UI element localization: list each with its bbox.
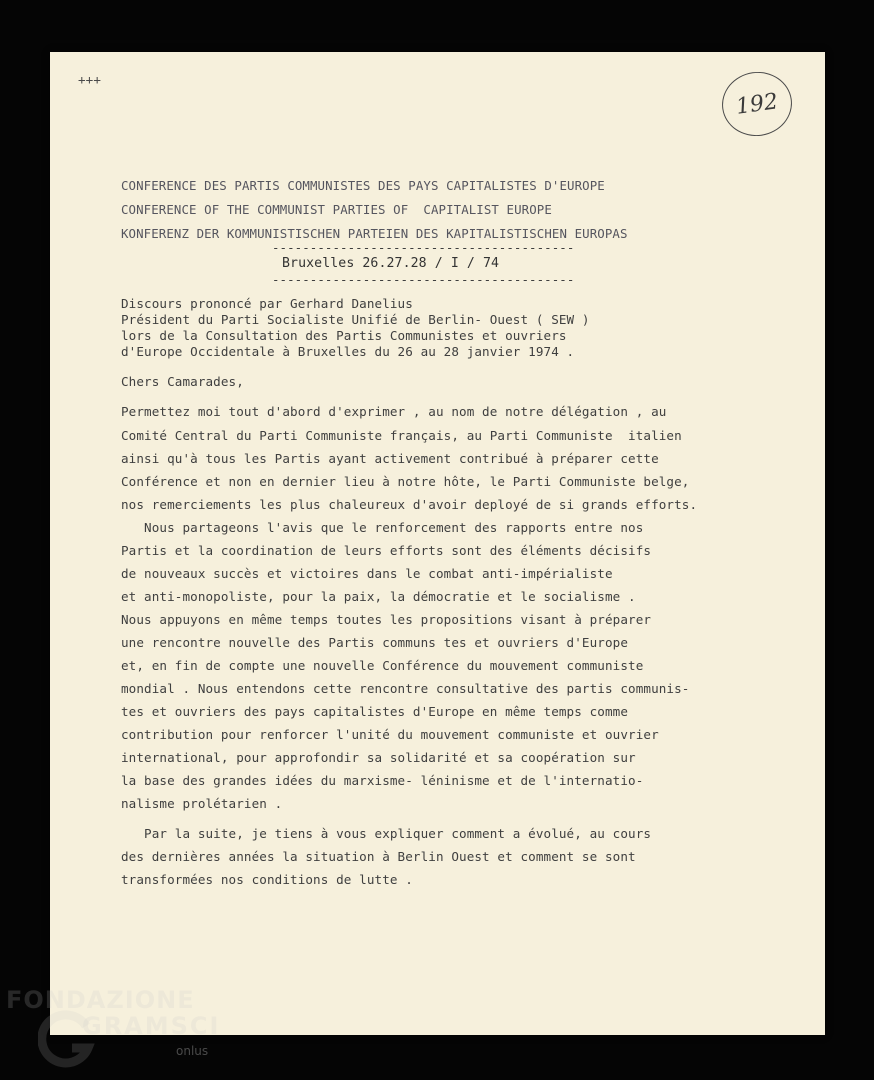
corner-handwritten-mark: +++ <box>78 72 102 87</box>
speaker-line: Discours prononcé par Gerhard Danelius <box>121 296 413 311</box>
title-rule-top: ---------------------------------------- <box>272 240 575 255</box>
salutation: Chers Camarades, <box>121 374 244 389</box>
body-line: ainsi qu'à tous les Partis ayant activement contribué à préparer cette <box>121 451 659 466</box>
title-line-de: KONFERENZ DER KOMMUNISTISCHEN PARTEIEN DES KAPITALISTISCHEN EUROPAS <box>121 226 628 241</box>
body-line: Nous appuyons en même temps toutes les propositions visant à préparer <box>121 612 652 627</box>
body-line: de nouveaux succès et victoires dans le combat anti-impérialiste <box>121 566 613 581</box>
speaker-line: lors de la Consultation des Partis Communistes et ouvriers <box>121 328 567 343</box>
body-line: mondial . Nous entendons cette rencontre consultative des partis communis- <box>121 681 690 696</box>
title-rule-bottom: ---------------------------------------- <box>272 272 575 287</box>
body-line: contribution pour renforcer l'unité du mouvement communiste et ouvrier <box>121 727 659 742</box>
speaker-line: Président du Parti Socialiste Unifié de Berlin- Ouest ( SEW ) <box>121 312 590 327</box>
watermark-line1: FONDAZIONE <box>6 986 195 1014</box>
body-line: et, en fin de compte une nouvelle Conférence du mouvement communiste <box>121 658 644 673</box>
body-line: Comité Central du Parti Communiste français, au Parti Communiste italien <box>121 428 682 443</box>
body-line: transformées nos conditions de lutte . <box>121 872 413 887</box>
body-line: nalisme prolétarien . <box>121 796 283 811</box>
body-line: Permettez moi tout d'abord d'exprimer , au nom de notre délégation , au <box>121 404 667 419</box>
fondazione-gramsci-watermark <box>4 986 224 1076</box>
page-number-text: 192 <box>734 88 780 120</box>
body-line: nos remerciements les plus chaleureux d'avoir deployé de si grands efforts. <box>121 497 698 512</box>
body-line: Par la suite, je tiens à vous expliquer comment a évolué, au cours <box>121 826 652 841</box>
body-line: tes et ouvriers des pays capitalistes d'Europe en même temps comme <box>121 704 629 719</box>
date-line: Bruxelles 26.27.28 / I / 74 <box>282 256 500 271</box>
body-line: international, pour approfondir sa solidarité et sa coopération sur <box>121 750 636 765</box>
watermark-line2: GRAMSCI <box>82 1012 221 1040</box>
body-line: Nous partageons l'avis que le renforcement des rapports entre nos <box>121 520 644 535</box>
title-line-en: CONFERENCE OF THE COMMUNIST PARTIES OF CAPITALIST EUROPE <box>121 202 552 217</box>
body-line: la base des grandes idées du marxisme- léninisme et de l'internatio- <box>121 773 644 788</box>
watermark-line3: onlus <box>176 1044 209 1058</box>
body-line: Partis et la coordination de leurs efforts sont des éléments décisifs <box>121 543 652 558</box>
body-line: une rencontre nouvelle des Partis communs tes et ouvriers d'Europe <box>121 635 629 650</box>
title-line-fr: CONFERENCE DES PARTIS COMMUNISTES DES PAYS CAPITALISTES D'EUROPE <box>121 178 605 193</box>
body-line: des dernières années la situation à Berlin Ouest et comment se sont <box>121 849 636 864</box>
body-line: Conférence et non en dernier lieu à notre hôte, le Parti Communiste belge, <box>121 474 690 489</box>
body-line: et anti-monopoliste, pour la paix, la démocratie et le socialisme . <box>121 589 636 604</box>
speaker-line: d'Europe Occidentale à Bruxelles du 26 au 28 janvier 1974 . <box>121 344 575 359</box>
